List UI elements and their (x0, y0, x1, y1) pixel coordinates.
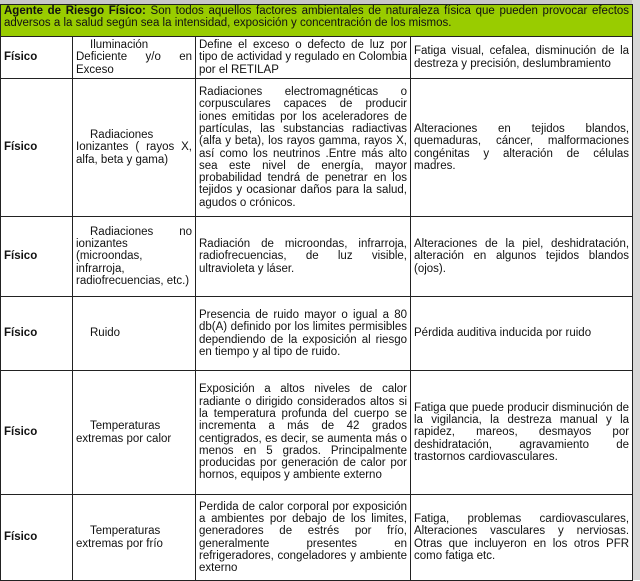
agent-cell: Físico (1, 37, 73, 79)
description-cell: Define el exceso o defecto de luz por tipo de actividad y regulado en Colombia por el RETILAP (196, 37, 411, 79)
effects-cell: Pérdida auditiva inducida por ruido (411, 297, 633, 371)
table-row (1, 495, 633, 581)
agent-cell: Físico (1, 495, 73, 581)
table-row (1, 371, 633, 495)
agent-cell: Físico (1, 371, 73, 495)
description-cell: Perdida de calor corporal por exposición a ambientes por debajo de los limites, generadores de estrés por frío, generalmente presentes en refrigeradores, congeladores y ambiente externo (196, 495, 411, 581)
description-cell: Exposición a altos niveles de calor radiante o dirigido considerados altos si la temperatura profunda del cuerpo se incrementa a más de 42 grados centigrados, es decir, se aumenta más o menos en 5 grados. Principalmente producidas por generación de calor por hornos, equipos y ambiente externo (196, 371, 411, 495)
factor-cell: Radiaciones no ionizantes (microondas, infrarroja, radiofrecuencias, etc.) (73, 217, 196, 297)
effects-cell: Fatiga que puede producir disminución de la vigilancia, la destreza manual y la rapidez, mareos, desmayos por deshidratación, agravamiento de trastornos cardiovasculares. (411, 371, 633, 495)
factor-cell: Temperaturas extremas por calor (73, 371, 196, 495)
table-header (1, 5, 633, 37)
table-row (1, 297, 633, 371)
description-cell: Radiación de microondas, infrarroja, radiofrecuencias, de luz visible, ultravioleta y láser. (196, 217, 411, 297)
table-row (1, 217, 633, 297)
agent-cell: Físico (1, 79, 73, 217)
physical-risk-table (0, 4, 633, 581)
description-cell: Presencia de ruido mayor o igual a 80 db(A) definido por los limites permisibles dependiendo de la exposición al riesgo en tiempo y al tipo de ruido. (196, 297, 411, 371)
factor-cell: Ruido (73, 297, 196, 371)
effects-cell: Fatiga, problemas cardiovasculares, Alteraciones vasculares y nerviosas. Otras que incluyeron en los otros PFR como fatiga etc. (411, 495, 633, 581)
description-cell: Radiaciones electromagnéticas o corpusculares capaces de producir iones emitidas por los aceleradores de partículas, las substancias radiactivas (alfa y beta), los rayos gamma, rayos X, así como los neutrinos .Entre más alto sea este nivel de energía, mayor probabilidad tendrá de penetrar en los tejidos y ocasionar daños para la salud, agudos o crónicos. (196, 79, 411, 217)
effects-cell: Alteraciones en tejidos blandos, quemaduras, cáncer, malformaciones congénitas y alteración de células madres. (411, 79, 633, 217)
effects-cell: Alteraciones de la piel, deshidratación, alteración en algunos tejidos blandos (ojos). (411, 217, 633, 297)
table-row (1, 37, 633, 79)
factor-cell: Radiaciones Ionizantes ( rayos X, alfa, beta y gama) (73, 79, 196, 217)
table-row (1, 79, 633, 217)
table-header-row (1, 5, 633, 37)
header-description: Son todos aquellos factores ambientales de naturaleza física que pueden provocar efectos adversos a la salud según sea la intensidad, exposición y concentración de los mismos. (4, 5, 630, 30)
factor-cell: Iluminación Deficiente y/o en Exceso (73, 37, 196, 79)
factor-cell: Temperaturas extremas por frío (73, 495, 196, 581)
page-margin (632, 0, 640, 580)
agent-cell: Físico (1, 217, 73, 297)
agent-cell: Físico (1, 297, 73, 371)
effects-cell: Fatiga visual, cefalea, disminución de la destreza y precisión, deslumbramiento (411, 37, 633, 79)
header-title: Agente de Riesgo Físico: (4, 5, 146, 17)
